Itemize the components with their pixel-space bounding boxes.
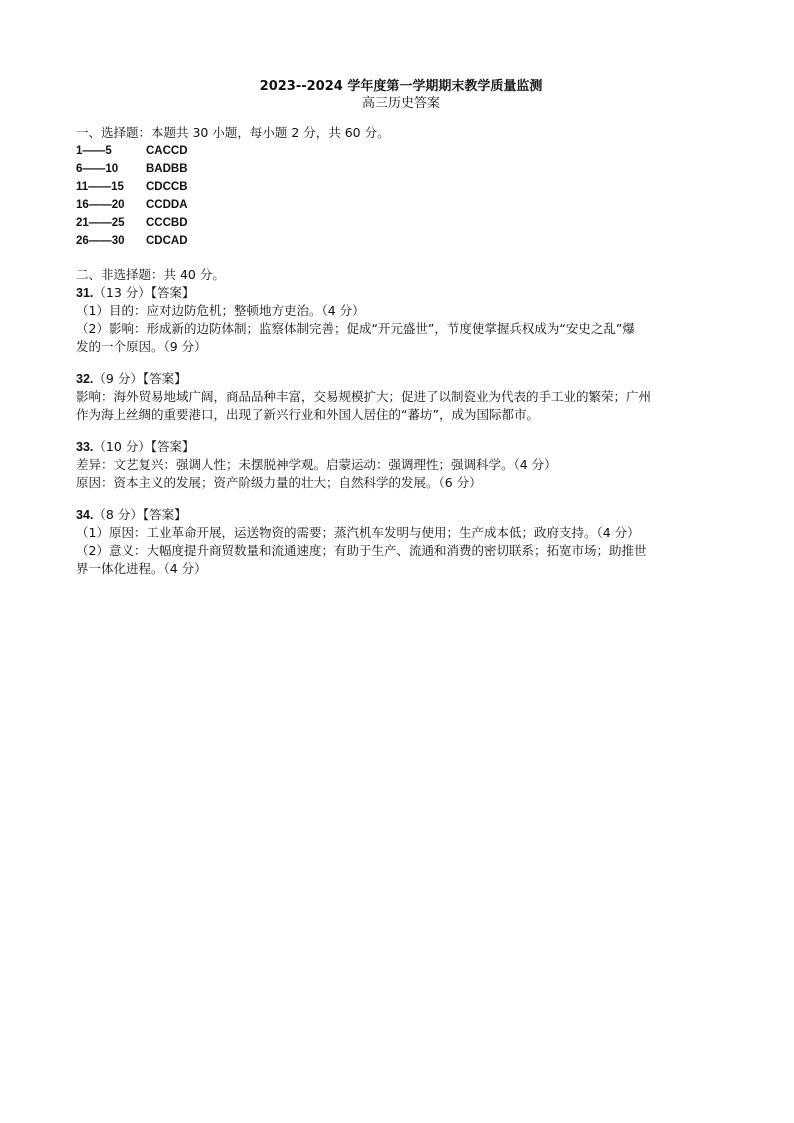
question-31 xyxy=(76,284,726,356)
mc-answers: CCDDA xyxy=(146,199,188,211)
mc-row xyxy=(76,232,726,250)
answer-line: （2）意义：大幅度提升商贸数量和流通速度；有助于生产、流通和消费的密切联系；拓宽市场；助推世 xyxy=(76,543,647,558)
question-34 xyxy=(76,506,726,578)
section2-heading: 二、非选择题：共 40 分。 xyxy=(76,267,225,282)
answer-document xyxy=(76,78,726,578)
mc-answers: CACCD xyxy=(146,145,188,157)
question-number: 34. xyxy=(76,508,94,522)
question-number: 31. xyxy=(76,286,94,300)
mc-answers: BADBB xyxy=(146,163,188,175)
answer-line: 界一体化进程。（4 分） xyxy=(76,561,207,576)
mc-answers: CDCCB xyxy=(146,181,188,193)
mc-answers: CCCBD xyxy=(146,217,188,229)
answer-line: 差异：文艺复兴：强调人性；未摆脱神学观。启蒙运动：强调理性；强调科学。（4 分） xyxy=(76,457,557,472)
document-title: 2023--2024 学年度第一学期期末教学质量监测 xyxy=(259,79,543,94)
question-label: （10 分）【答案】 xyxy=(93,439,195,454)
answer-line: 影响：海外贸易地域广阔，商品品种丰富，交易规模扩大；促进了以制瓷业为代表的手工业的繁荣；广州 xyxy=(76,389,652,404)
mc-range: 11——15 xyxy=(76,181,124,193)
question-33 xyxy=(76,438,726,492)
mc-row xyxy=(76,214,726,232)
question-number: 32. xyxy=(76,372,94,386)
mc-answer-list xyxy=(76,142,726,250)
mc-row xyxy=(76,142,726,160)
question-label: （13 分）【答案】 xyxy=(93,285,195,300)
question-32 xyxy=(76,370,726,424)
question-label: （8 分）【答案】 xyxy=(93,507,187,522)
mc-row xyxy=(76,178,726,196)
mc-row xyxy=(76,160,726,178)
mc-answers: CDCAD xyxy=(146,235,188,247)
mc-range: 26——30 xyxy=(76,235,125,247)
answer-line: （2）影响：形成新的边防体制；监察体制完善；促成“开元盛世”，节度使掌握兵权成为“安史之乱”爆 xyxy=(76,321,635,336)
section1-heading: 一、选择题：本题共 30 小题，每小题 2 分，共 60 分。 xyxy=(76,125,390,140)
question-number: 33. xyxy=(76,440,94,454)
answer-line: （1）目的：应对边防危机；整顿地方吏治。（4 分） xyxy=(76,303,365,318)
answer-line: （1）原因：工业革命开展，运送物资的需要；蒸汽机车发明与使用；生产成本低；政府支持。（4 分） xyxy=(76,525,640,540)
mc-range: 16——20 xyxy=(76,199,125,211)
answer-line: 原因：资本主义的发展；资产阶级力量的壮大；自然科学的发展。（6 分） xyxy=(76,475,482,490)
answer-line: 作为海上丝绸的重要港口，出现了新兴行业和外国人居住的“蕃坊”，成为国际都市。 xyxy=(76,407,539,422)
mc-row xyxy=(76,196,726,214)
mc-range: 6——10 xyxy=(76,163,119,175)
answer-line: 发的一个原因。（9 分） xyxy=(76,339,207,354)
mc-range: 21——25 xyxy=(76,217,125,229)
document-subtitle: 高三历史答案 xyxy=(361,96,440,111)
question-label: （9 分）【答案】 xyxy=(93,371,187,386)
mc-range: 1——5 xyxy=(76,145,112,157)
